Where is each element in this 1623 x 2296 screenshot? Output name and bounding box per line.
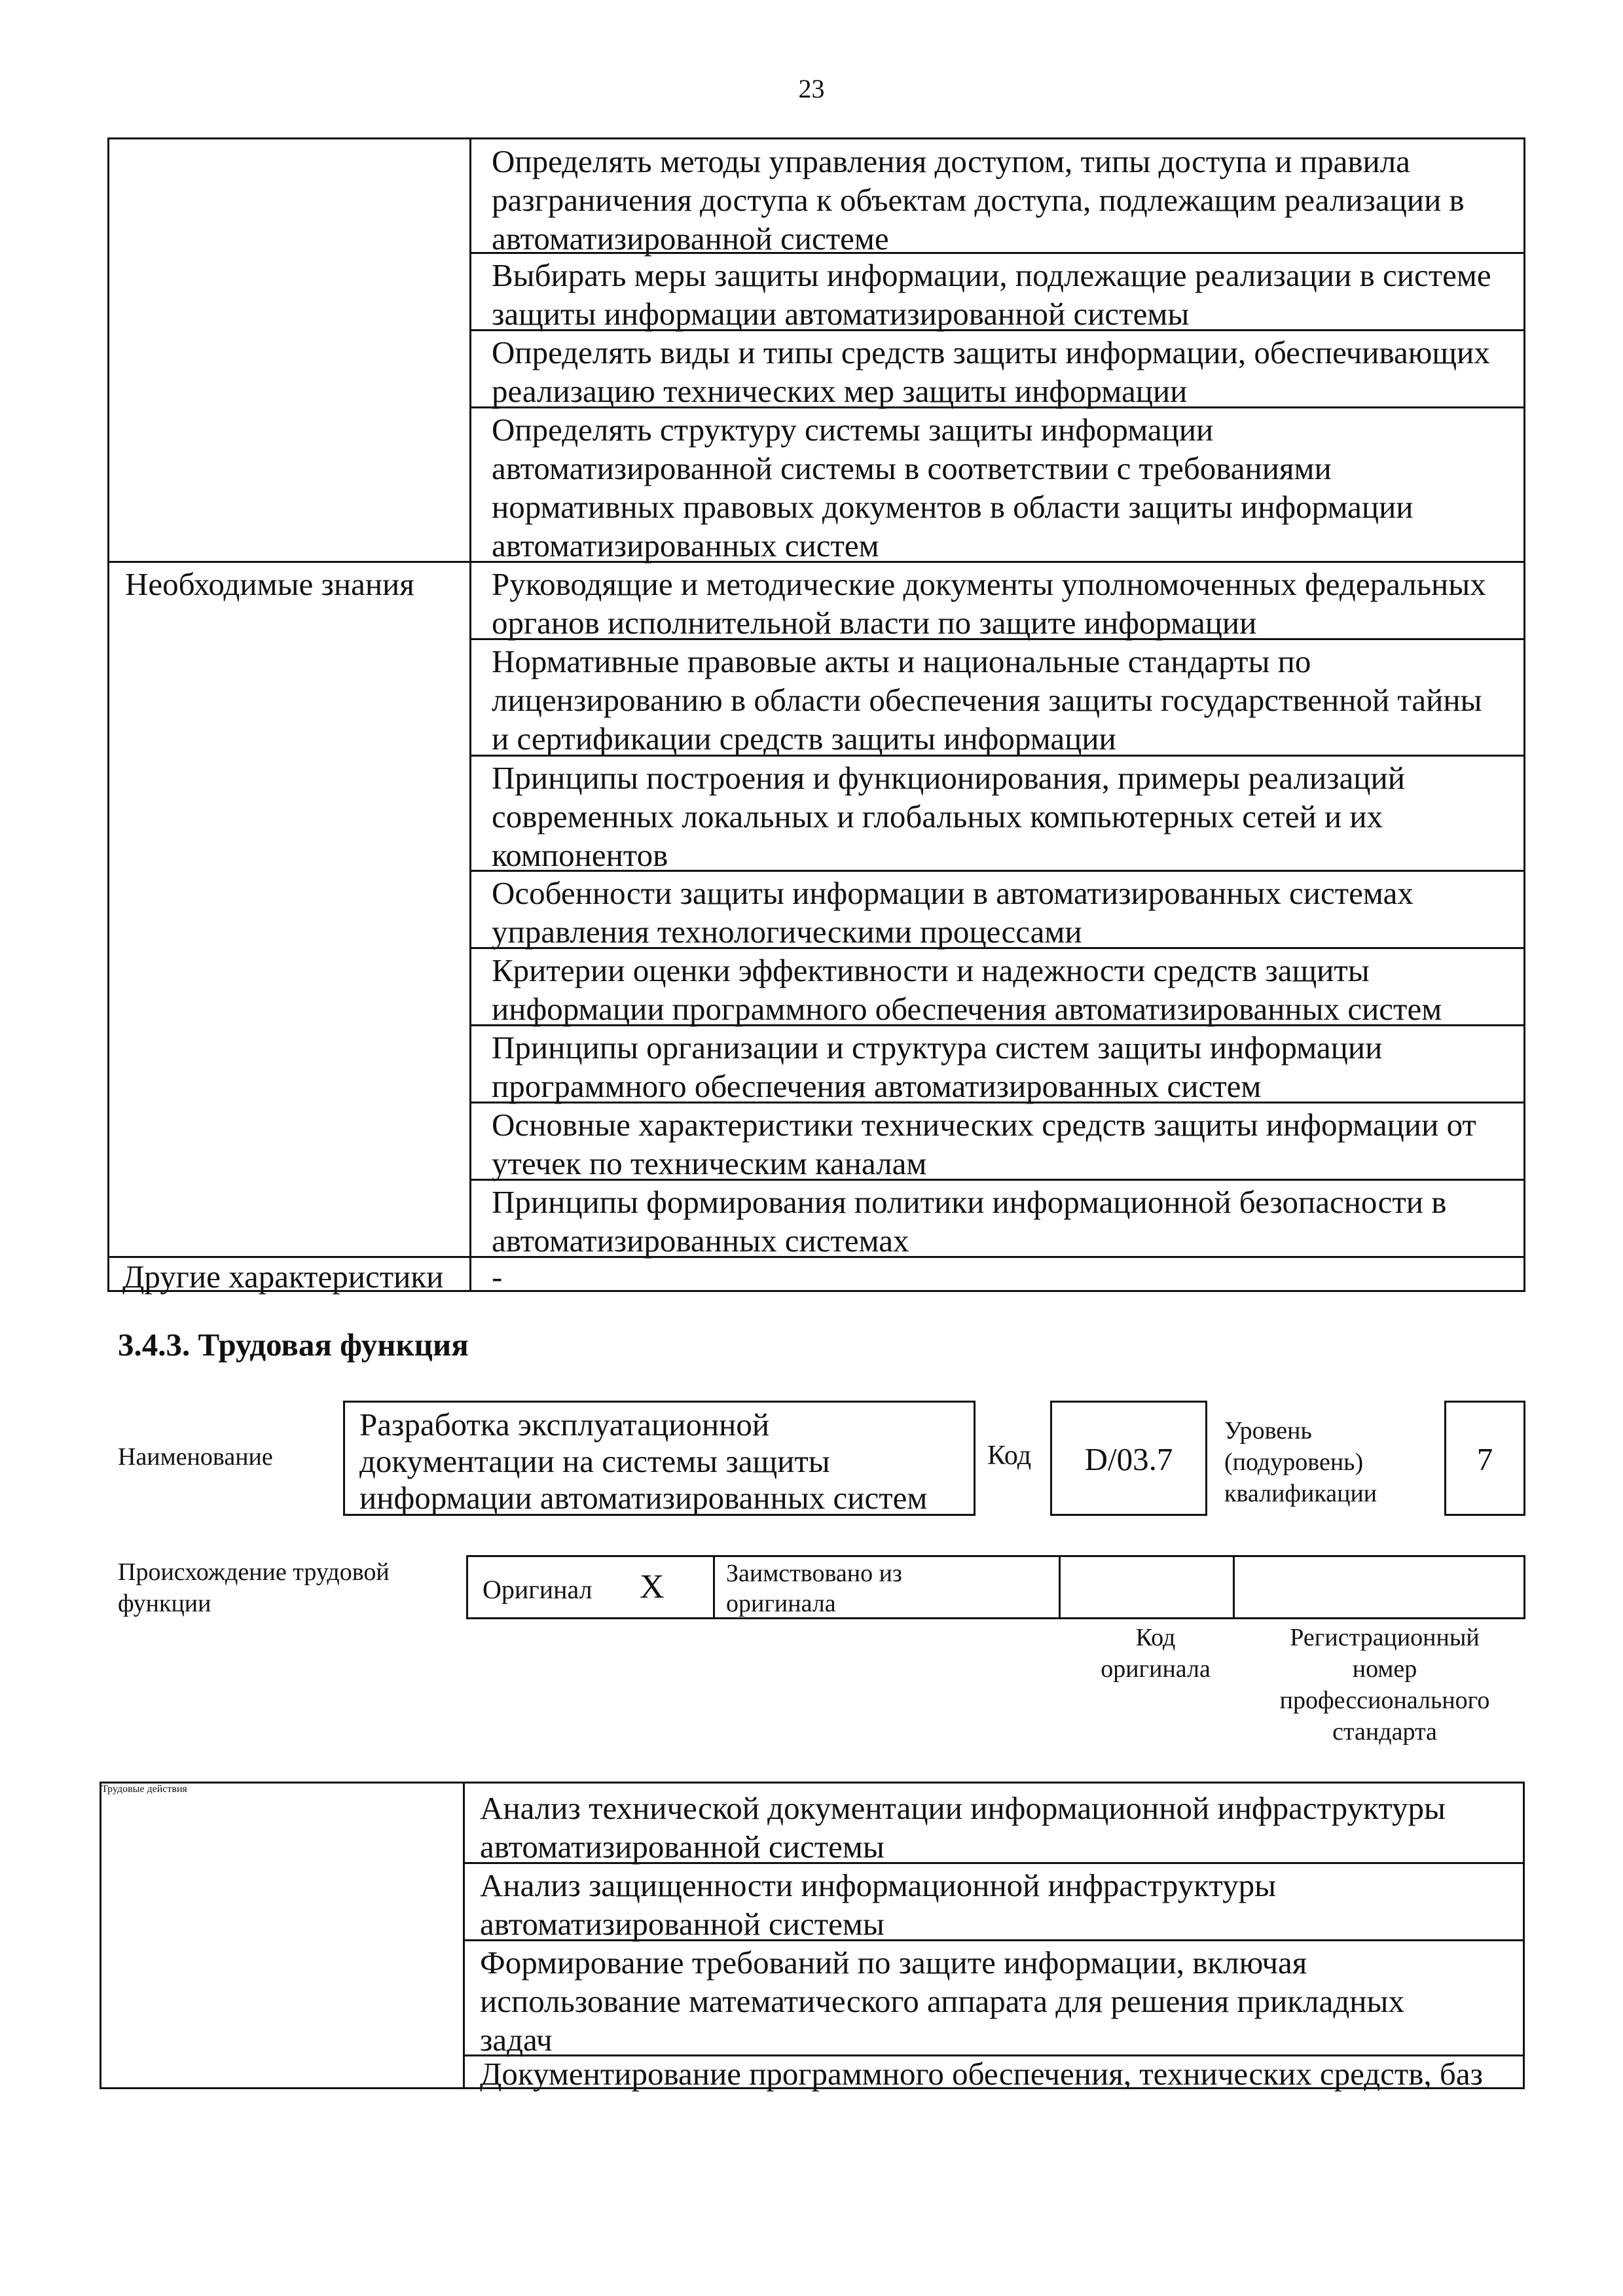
knowledge-row-4: Особенности защиты информации в автоматизированных системах управления технологическими процессами — [492, 875, 1413, 950]
section-title: 3.4.3. Трудовая функция — [118, 1327, 469, 1363]
labor-action-row-1: Анализ технической документации информационной инфраструктуры автоматизированной системы — [480, 1790, 1446, 1865]
code-value: D/03.7 — [1084, 1441, 1173, 1477]
other-characteristics-label: Другие характеристики — [122, 1259, 444, 1295]
page-number: 23 — [798, 74, 825, 103]
knowledge-row-7: Основные характеристики технических средств защиты информации от утечек по техническим каналам — [492, 1107, 1476, 1181]
code-label: Код — [987, 1441, 1032, 1471]
level-value: 7 — [1476, 1441, 1493, 1477]
function-name-box — [343, 1401, 976, 1516]
origin-table — [466, 1555, 1525, 1619]
other-characteristics-value: - — [492, 1259, 503, 1295]
skill-row-4: Определять структуру системы защиты информации автоматизированной системы в соответствии с требованиями нормативных правовых документов в области защиты информации автоматизированных систем — [492, 412, 1413, 564]
skill-row-1: Определять методы управления доступом, типы доступа и правила разграничения доступа к объектам доступа, подлежащим реализации в автоматизированной системе — [492, 143, 1465, 257]
borrowed-label: Заимствовано из оригинала — [726, 1560, 902, 1617]
labor-action-row-2: Анализ защищенности информационной инфраструктуры автоматизированной системы — [480, 1867, 1277, 1942]
labor-action-row-3: Формирование требований по защите информации, включая использование математического аппарата для решения прикладных задач — [480, 1945, 1404, 2058]
original-mark: X — [640, 1568, 665, 1605]
knowledge-table — [107, 137, 1525, 1295]
skill-row-3: Определять виды и типы средств защиты информации, обеспечивающих реализацию технических мер защиты информации — [492, 334, 1490, 409]
knowledge-row-3: Принципы построения и функционирования, примеры реализаций современных локальных и глобальных компьютерных сетей и их компонентов — [492, 760, 1405, 873]
level-box — [1444, 1401, 1525, 1516]
code-box — [1050, 1401, 1207, 1516]
knowledge-row-8: Принципы формирования политики информационной безопасности в автоматизированных системах — [492, 1184, 1447, 1259]
level-label: Уровень (подуровень) квалификации — [1224, 1417, 1377, 1507]
original-label: Оригинал — [483, 1575, 593, 1604]
function-name: Разработка эксплуатационной документации на системы защиты информации автоматизированных систем — [359, 1407, 928, 1516]
name-label: Наименование — [118, 1443, 273, 1471]
skill-row-2: Выбирать меры защиты информации, подлежащие реализации в системе защиты информации автоматизированной системы — [492, 257, 1491, 332]
labor-actions-table — [100, 1782, 1525, 2092]
labor-action-row-4: Документирование программного обеспечения, технических средств, баз — [480, 2056, 1483, 2092]
registration-number-caption: Регистрационный номер профессионального стандарта — [1279, 1624, 1490, 1746]
knowledge-row-2: Нормативные правовые акты и национальные стандарты по лицензированию в области обеспечения защиты государственной тайны и сертификации средств защиты информации — [492, 643, 1482, 757]
code-original-caption: Код оригинала — [1101, 1624, 1211, 1683]
labor-actions-label: Трудовые действия — [101, 1784, 187, 1795]
knowledge-label: Необходимые знания — [125, 566, 414, 602]
knowledge-row-6: Принципы организации и структура систем защиты информации программного обеспечения автоматизированных систем — [492, 1030, 1383, 1104]
origin-label: Происхождение трудовой функции — [118, 1558, 390, 1617]
knowledge-row-1: Руководящие и методические документы уполномоченных федеральных органов исполнительной власти по защите информации — [492, 566, 1486, 641]
knowledge-row-5: Критерии оценки эффективности и надежности средств защиты информации программного обеспечения автоматизированных систем — [492, 952, 1442, 1027]
